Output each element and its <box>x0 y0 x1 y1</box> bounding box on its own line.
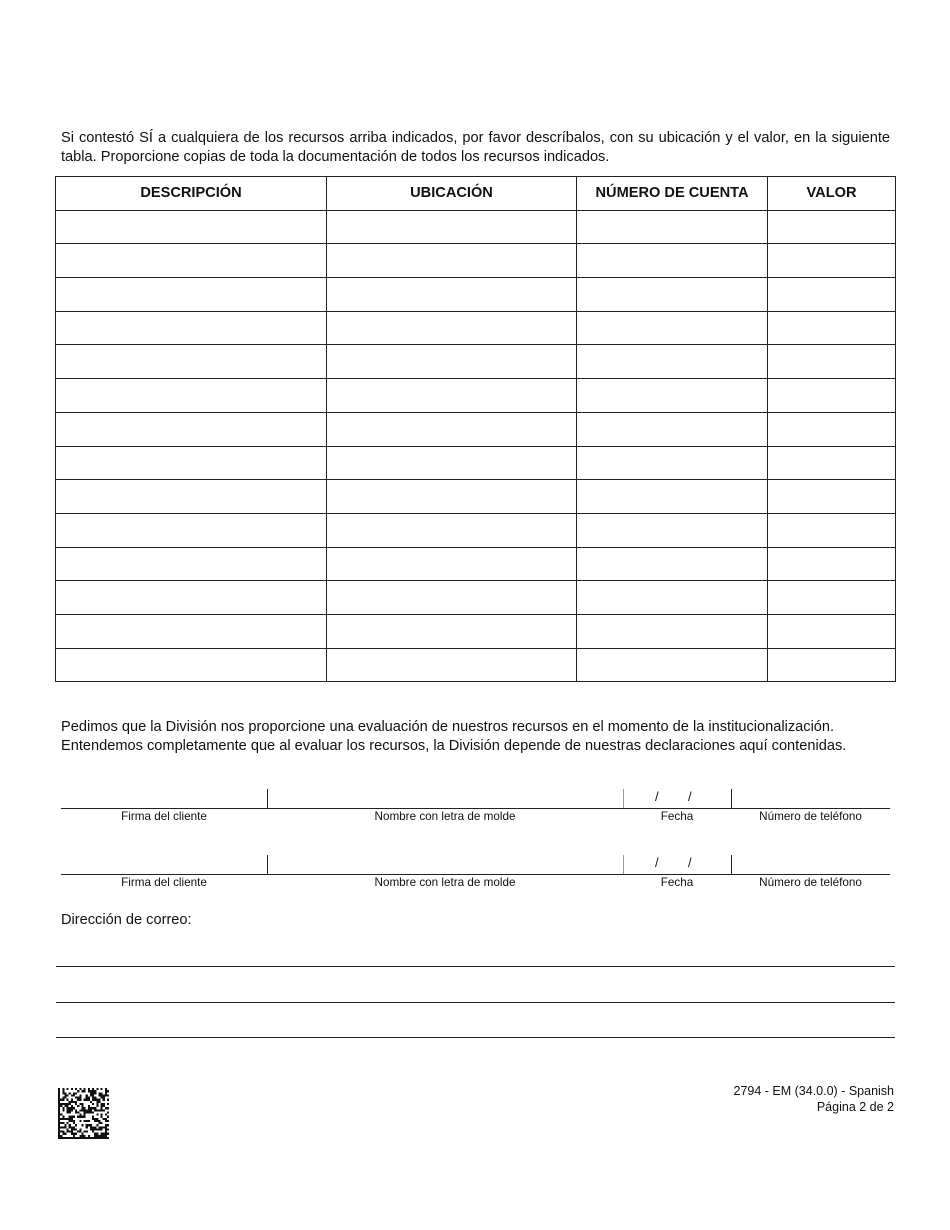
signature-line <box>61 874 890 875</box>
account-number-input[interactable] <box>577 312 767 345</box>
location-input[interactable] <box>327 244 576 277</box>
value-input[interactable] <box>768 211 895 244</box>
location-cell <box>327 244 577 278</box>
statement-line-1: Pedimos que la División nos proporcione una evaluación de nuestros recursos en el momento de la institucionalización. <box>61 719 835 735</box>
value-input[interactable] <box>768 278 895 311</box>
mailing-address-input[interactable] <box>56 943 899 967</box>
description-cell <box>56 513 327 547</box>
location-input[interactable] <box>327 211 576 244</box>
field-divider <box>623 789 624 808</box>
description-input[interactable] <box>56 312 326 345</box>
location-input[interactable] <box>327 480 576 513</box>
location-cell <box>327 480 577 514</box>
field-divider <box>267 789 268 808</box>
value-input[interactable] <box>768 244 895 277</box>
print-name-label: Nombre con letra de molde <box>374 810 516 823</box>
location-input[interactable] <box>327 447 576 480</box>
table-row <box>56 210 896 244</box>
account-number-input[interactable] <box>577 278 767 311</box>
account-number-cell <box>577 379 768 413</box>
header-value: VALOR <box>768 177 896 211</box>
value-cell <box>768 278 896 312</box>
description-input[interactable] <box>56 211 326 244</box>
description-cell <box>56 244 327 278</box>
account-number-cell <box>577 480 768 514</box>
table-row <box>56 311 896 345</box>
value-input[interactable] <box>768 615 895 648</box>
description-cell <box>56 345 327 379</box>
description-input[interactable] <box>56 615 326 648</box>
table-row <box>56 379 896 413</box>
value-cell <box>768 311 896 345</box>
date-separator: / <box>655 789 659 804</box>
value-cell <box>768 614 896 648</box>
value-input[interactable] <box>768 345 895 378</box>
description-input[interactable] <box>56 581 326 614</box>
field-divider <box>731 855 732 874</box>
signature-label: Firma del cliente <box>121 810 207 823</box>
location-input[interactable] <box>327 312 576 345</box>
phone-label: Número de teléfono <box>759 876 862 889</box>
description-input[interactable] <box>56 548 326 581</box>
account-number-input[interactable] <box>577 514 767 547</box>
description-cell <box>56 311 327 345</box>
table-row <box>56 244 896 278</box>
location-cell <box>327 210 577 244</box>
location-cell <box>327 412 577 446</box>
account-number-input[interactable] <box>577 379 767 412</box>
account-number-input[interactable] <box>577 447 767 480</box>
description-cell <box>56 446 327 480</box>
table-row <box>56 614 896 648</box>
account-number-input[interactable] <box>577 581 767 614</box>
description-cell <box>56 480 327 514</box>
phone-number-field[interactable] <box>737 855 891 875</box>
value-cell <box>768 547 896 581</box>
date-field[interactable] <box>627 855 731 875</box>
phone-number-field[interactable] <box>737 789 891 809</box>
account-number-cell <box>577 345 768 379</box>
location-input[interactable] <box>327 548 576 581</box>
description-input[interactable] <box>56 480 326 513</box>
description-input[interactable] <box>56 514 326 547</box>
form-id: 2794 - EM (34.0.0) - Spanish <box>733 1084 894 1098</box>
value-input[interactable] <box>768 649 895 682</box>
value-input[interactable] <box>768 447 895 480</box>
location-cell <box>327 311 577 345</box>
table-body <box>56 210 896 682</box>
location-input[interactable] <box>327 278 576 311</box>
account-number-input[interactable] <box>577 480 767 513</box>
description-input[interactable] <box>56 649 326 682</box>
account-number-cell <box>577 513 768 547</box>
date-separator: / <box>688 855 692 870</box>
account-number-input[interactable] <box>577 413 767 446</box>
table-row <box>56 513 896 547</box>
description-cell <box>56 210 327 244</box>
account-number-input[interactable] <box>577 548 767 581</box>
table-row <box>56 648 896 682</box>
table-row <box>56 412 896 446</box>
description-cell <box>56 547 327 581</box>
location-cell <box>327 379 577 413</box>
signature-row <box>61 789 890 823</box>
field-divider <box>731 789 732 808</box>
description-input[interactable] <box>56 345 326 378</box>
client-signature-field[interactable] <box>65 855 269 875</box>
location-cell <box>327 648 577 682</box>
account-number-cell <box>577 547 768 581</box>
table-row <box>56 278 896 312</box>
location-input[interactable] <box>327 514 576 547</box>
statement-line-2: Entendemos completamente que al evaluar los recursos, la División depende de nuestras declaraciones aquí contenidas. <box>61 738 847 754</box>
header-account-number: NÚMERO DE CUENTA <box>577 177 768 211</box>
mailing-address-line <box>56 1002 895 1003</box>
account-number-cell <box>577 581 768 615</box>
location-input[interactable] <box>327 615 576 648</box>
description-input[interactable] <box>56 278 326 311</box>
account-number-input[interactable] <box>577 615 767 648</box>
value-input[interactable] <box>768 514 895 547</box>
barcode-icon <box>58 1088 109 1139</box>
value-cell <box>768 513 896 547</box>
account-number-input[interactable] <box>577 244 767 277</box>
account-number-cell <box>577 614 768 648</box>
description-cell <box>56 581 327 615</box>
phone-label: Número de teléfono <box>759 810 862 823</box>
account-number-cell <box>577 311 768 345</box>
description-cell <box>56 278 327 312</box>
declaration-statement <box>61 718 893 756</box>
account-number-cell <box>577 278 768 312</box>
description-input[interactable] <box>56 379 326 412</box>
location-input[interactable] <box>327 379 576 412</box>
location-cell <box>327 547 577 581</box>
mailing-address-input[interactable] <box>56 979 899 1003</box>
description-input[interactable] <box>56 244 326 277</box>
description-cell <box>56 412 327 446</box>
value-cell <box>768 244 896 278</box>
page-footer <box>734 1083 895 1115</box>
value-cell <box>768 446 896 480</box>
account-number-input[interactable] <box>577 649 767 682</box>
account-number-input[interactable] <box>577 345 767 378</box>
value-input[interactable] <box>768 413 895 446</box>
page-number: Página 2 de 2 <box>816 1100 894 1114</box>
field-divider <box>267 855 268 874</box>
location-cell <box>327 446 577 480</box>
value-cell <box>768 648 896 682</box>
signature-row <box>61 855 890 889</box>
account-number-cell <box>577 648 768 682</box>
value-cell <box>768 480 896 514</box>
date-field[interactable] <box>627 789 731 809</box>
account-number-cell <box>577 210 768 244</box>
table-row <box>56 446 896 480</box>
value-cell <box>768 581 896 615</box>
signature-line <box>61 808 890 809</box>
description-cell <box>56 379 327 413</box>
location-cell <box>327 581 577 615</box>
value-input[interactable] <box>768 312 895 345</box>
location-cell <box>327 278 577 312</box>
account-number-cell <box>577 244 768 278</box>
description-cell <box>56 614 327 648</box>
mailing-address-input[interactable] <box>56 1014 899 1038</box>
location-cell <box>327 513 577 547</box>
description-cell <box>56 648 327 682</box>
mailing-address-label: Dirección de correo: <box>61 912 192 928</box>
location-input[interactable] <box>327 581 576 614</box>
date-separator: / <box>655 855 659 870</box>
date-label: Fecha <box>660 810 694 823</box>
mailing-address-line <box>56 1037 895 1038</box>
account-number-cell <box>577 412 768 446</box>
table-row <box>56 480 896 514</box>
value-input[interactable] <box>768 548 895 581</box>
date-separator: / <box>688 789 692 804</box>
value-cell <box>768 412 896 446</box>
location-cell <box>327 614 577 648</box>
location-input[interactable] <box>327 345 576 378</box>
value-input[interactable] <box>768 379 895 412</box>
table-row <box>56 547 896 581</box>
description-input[interactable] <box>56 447 326 480</box>
assets-table <box>55 176 896 682</box>
print-name-label: Nombre con letra de molde <box>374 876 516 889</box>
date-label: Fecha <box>660 876 694 889</box>
table-row <box>56 581 896 615</box>
account-number-input[interactable] <box>577 211 767 244</box>
table-header-row <box>56 177 896 211</box>
signature-label: Firma del cliente <box>121 876 207 889</box>
client-signature-field[interactable] <box>65 789 269 809</box>
location-input[interactable] <box>327 413 576 446</box>
print-name-field[interactable] <box>273 789 627 809</box>
print-name-field[interactable] <box>273 855 627 875</box>
header-description: DESCRIPCIÓN <box>56 177 327 211</box>
value-cell <box>768 210 896 244</box>
intro-paragraph: Si contestó SÍ a cualquiera de los recursos arriba indicados, por favor descríbalos, con su ubicación y el valor, en la siguiente tabla. Proporcione copias de toda la documentación de todos los recursos indicados. <box>61 130 890 165</box>
description-input[interactable] <box>56 413 326 446</box>
mailing-address-line <box>56 966 895 967</box>
header-location: UBICACIÓN <box>327 177 577 211</box>
location-cell <box>327 345 577 379</box>
field-divider <box>623 855 624 874</box>
location-input[interactable] <box>327 649 576 682</box>
table-row <box>56 345 896 379</box>
account-number-cell <box>577 446 768 480</box>
value-input[interactable] <box>768 581 895 614</box>
value-cell <box>768 379 896 413</box>
value-input[interactable] <box>768 480 895 513</box>
value-cell <box>768 345 896 379</box>
